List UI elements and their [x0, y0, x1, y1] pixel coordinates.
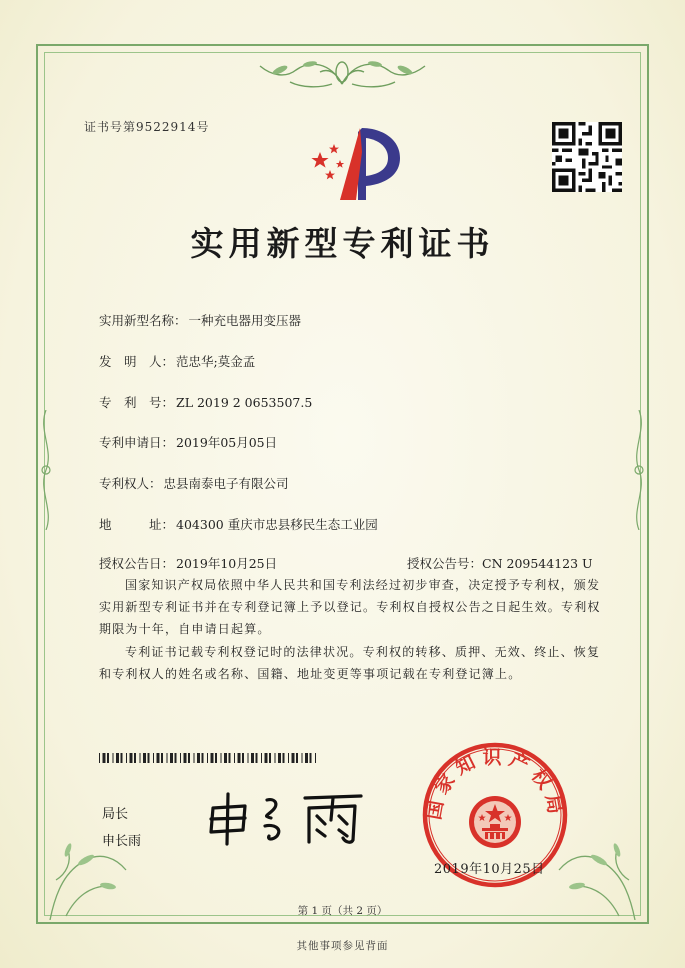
utility-model-name-value: 一种充电器用变压器 [188, 313, 302, 328]
patentee-label: 专利权人： [99, 476, 162, 491]
cnipa-logo-icon [300, 122, 410, 204]
field-filing-date [99, 433, 277, 451]
patent-number-label: 专 利 号： [99, 395, 175, 410]
address-value: 404300 重庆市忠县移民生态工业园 [176, 517, 378, 532]
grant-number-value: CN 209544123 U [482, 556, 593, 571]
barcode-icon [99, 753, 319, 763]
certificate-number: 证书号第9522914号 [84, 120, 210, 134]
field-patentee [99, 474, 289, 492]
field-patent-number [99, 393, 312, 411]
inventor-label: 发 明 人： [99, 354, 175, 369]
filing-date-label: 专利申请日： [99, 435, 175, 450]
right-ornament-icon [631, 410, 647, 530]
address-label: 地 址： [99, 517, 175, 532]
field-utility-model-name [99, 311, 301, 329]
grant-date-value: 2019年10月25日 [176, 556, 278, 571]
utility-model-name-label: 实用新型名称： [99, 313, 187, 328]
patentee-value: 忠县南泰电子有限公司 [163, 476, 289, 491]
page-number: 第 1 页（共 2 页） [297, 905, 388, 917]
field-address [99, 515, 378, 533]
seal-date: 2019年10月25日 [434, 862, 545, 877]
handwritten-signature-icon [205, 790, 370, 848]
left-ornament-icon [38, 410, 54, 530]
qr-code-icon [552, 122, 622, 192]
patent-number-value: ZL 2019 2 0653507.5 [176, 395, 313, 410]
field-grant-number [407, 554, 593, 572]
field-grant-date [99, 554, 277, 572]
top-ornament-icon [250, 54, 435, 92]
paragraph-legal-status: 专利证书记载专利权登记时的法律状况。专利权的转移、质押、无效、终止、恢复和专利权人的姓名或名称、国籍、地址变更等事项记载在专利登记簿上。 [99, 645, 601, 681]
director-title: 局长 [102, 807, 129, 822]
grant-number-label: 授权公告号： [407, 556, 483, 571]
filing-date-value: 2019年05月05日 [176, 435, 278, 450]
grant-date-label: 授权公告日： [99, 556, 175, 571]
certificate-title: 实用新型专利证书 [190, 224, 495, 263]
paragraph-grant-statement: 国家知识产权局依照中华人民共和国专利法经过初步审查，决定授予专利权，颁发实用新型专利证书并在专利登记簿上予以登记。专利权自授权公告之日起生效。专利权期限为十年，自申请日起算。 [99, 578, 601, 636]
inventor-value: 范忠华;莫金孟 [176, 354, 256, 369]
footer-note: 其他事项参见背面 [296, 940, 389, 952]
director-name: 申长雨 [102, 834, 142, 849]
seal-text: 国家知识产权局 [422, 746, 568, 822]
field-inventor [99, 352, 255, 370]
